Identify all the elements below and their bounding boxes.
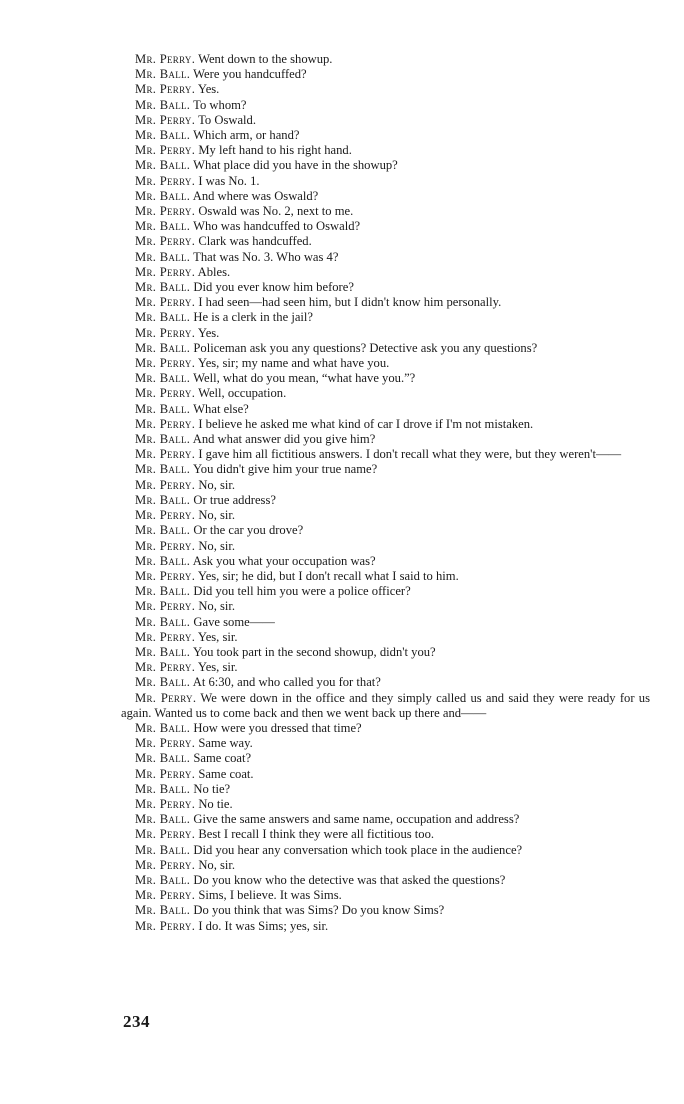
- speaker-label: Mr. Perry.: [135, 386, 196, 401]
- speech-text: Yes.: [197, 325, 220, 340]
- transcript-entry: [121, 341, 650, 356]
- speech-text: You didn't give him your true name?: [192, 462, 378, 477]
- speech-text: That was No. 3. Who was 4?: [193, 249, 339, 264]
- speaker-label: Mr. Ball.: [135, 812, 191, 827]
- transcript-entry: [121, 827, 650, 842]
- speaker-label: Mr. Ball.: [135, 97, 191, 112]
- speech-text: And where was Oswald?: [192, 188, 319, 203]
- speaker-label: Mr. Ball.: [135, 340, 191, 355]
- transcript-entry: [121, 113, 650, 128]
- transcript-entry: [121, 660, 650, 675]
- speech-text: Same coat?: [193, 751, 252, 766]
- transcript-entry: [121, 843, 650, 858]
- speaker-label: Mr. Ball.: [135, 614, 191, 629]
- transcript-entry: [121, 873, 650, 888]
- speaker-label: Mr. Ball.: [135, 523, 191, 538]
- transcript-entry: [121, 858, 650, 873]
- speech-text: Ask you what your occupation was?: [192, 553, 376, 568]
- speaker-label: Mr. Perry.: [135, 416, 196, 431]
- speech-text: I believe he asked me what kind of car I drove if I'm not mistaken.: [198, 416, 534, 431]
- transcript-entry: [121, 599, 650, 614]
- speaker-label: Mr. Ball.: [135, 128, 191, 143]
- speech-text: Sims, I believe. It was Sims.: [198, 888, 342, 903]
- speech-text: Policeman ask you any questions? Detective ask you any questions?: [193, 340, 538, 355]
- speaker-label: Mr. Perry.: [135, 918, 196, 933]
- speech-text: No, sir.: [198, 477, 236, 492]
- speaker-label: Mr. Ball.: [135, 842, 191, 857]
- speaker-label: Mr. Perry.: [135, 356, 196, 371]
- speaker-label: Mr. Perry.: [135, 827, 196, 842]
- speech-text: And what answer did you give him?: [192, 432, 376, 447]
- speech-text: You took part in the second showup, didn't you?: [192, 644, 436, 659]
- speech-text: Gave some——: [193, 614, 275, 629]
- transcript-entry: [121, 174, 650, 189]
- speaker-label: Mr. Perry.: [135, 143, 196, 158]
- speaker-label: Mr. Perry.: [135, 112, 196, 127]
- speaker-label: Mr. Perry.: [135, 629, 196, 644]
- transcript-entry: [121, 204, 650, 219]
- speech-text: No, sir.: [198, 538, 236, 553]
- speaker-label: Mr. Perry.: [135, 888, 196, 903]
- speech-text: Same way.: [198, 736, 253, 751]
- speaker-label: Mr. Ball.: [135, 280, 191, 295]
- speech-text: Did you hear any conversation which took place in the audience?: [193, 842, 523, 857]
- transcript-entry: [121, 615, 650, 630]
- speaker-label: Mr. Ball.: [135, 644, 191, 659]
- transcript-entry: [121, 919, 650, 934]
- transcript-entry: [121, 721, 650, 736]
- speaker-label: Mr. Perry.: [135, 568, 196, 583]
- speaker-label: Mr. Perry.: [135, 766, 196, 781]
- speech-text: At 6:30, and who called you for that?: [192, 675, 381, 690]
- transcript-entry: [121, 280, 650, 295]
- transcript-entry: [121, 67, 650, 82]
- speech-text: Give the same answers and same name, occupation and address?: [193, 812, 520, 827]
- speech-text: How were you dressed that time?: [193, 720, 362, 735]
- transcript-entry: [121, 143, 650, 158]
- speech-text: Were you handcuffed?: [193, 67, 307, 82]
- transcript-entry: [121, 462, 650, 477]
- speech-text: He is a clerk in the jail?: [193, 310, 313, 325]
- speech-text: Did you ever know him before?: [193, 280, 354, 295]
- speech-text: Oswald was No. 2, next to me.: [198, 204, 354, 219]
- speech-text: Yes, sir.: [197, 660, 238, 675]
- speech-text: Yes, sir.: [197, 629, 238, 644]
- speech-text: Do you think that was Sims? Do you know Sims?: [193, 903, 445, 918]
- speech-text: To Oswald.: [198, 112, 256, 127]
- speech-text: Yes, sir; he did, but I don't recall what I said to him.: [197, 568, 459, 583]
- transcript-entry: [121, 767, 650, 782]
- transcript-entry: [121, 584, 650, 599]
- speaker-label: Mr. Perry.: [135, 508, 196, 523]
- speaker-label: Mr. Perry.: [135, 599, 196, 614]
- speaker-label: Mr. Ball.: [135, 584, 191, 599]
- transcript-entry: [121, 326, 650, 341]
- transcript-entry: [121, 417, 650, 432]
- transcript-entry: [121, 782, 650, 797]
- speaker-label: Mr. Ball.: [135, 432, 191, 447]
- transcript-entry: [121, 310, 650, 325]
- speech-text: Did you tell him you were a police officer?: [193, 584, 411, 599]
- speaker-label: Mr. Perry.: [135, 857, 196, 872]
- speech-text: Same coat.: [198, 766, 254, 781]
- transcript-entry: [121, 52, 650, 67]
- transcript-entry: [121, 493, 650, 508]
- speech-text: I was No. 1.: [198, 173, 260, 188]
- speech-text: Or the car you drove?: [193, 523, 304, 538]
- transcript-entry: [121, 386, 650, 401]
- transcript-entry: [121, 234, 650, 249]
- speech-text: I had seen—had seen him, but I didn't know him personally.: [198, 295, 502, 310]
- transcript-entry: [121, 189, 650, 204]
- speech-text: No, sir.: [198, 508, 236, 523]
- transcript-entry: [121, 630, 650, 645]
- transcript-entry: [121, 797, 650, 812]
- speaker-label: Mr. Ball.: [135, 781, 191, 796]
- speech-text: Best I recall I think they were all fictitious too.: [198, 827, 435, 842]
- speaker-label: Mr. Ball.: [135, 553, 191, 568]
- speech-text: We were down in the office and they simply called us and said they were ready for us again. Wanted us to come back and then we went back up there and——: [121, 690, 650, 720]
- transcript-entry: [121, 98, 650, 113]
- transcript-entry: [121, 402, 650, 417]
- speech-text: My left hand to his right hand.: [198, 143, 352, 158]
- speaker-label: Mr. Ball.: [135, 188, 191, 203]
- transcript-entry: [121, 523, 650, 538]
- speech-text: Well, occupation.: [198, 386, 287, 401]
- transcript-entry: [121, 691, 650, 721]
- speaker-label: Mr. Ball.: [135, 872, 191, 887]
- speaker-label: Mr. Perry.: [135, 736, 196, 751]
- transcript-entry: [121, 903, 650, 918]
- speech-text: No, sir.: [198, 857, 236, 872]
- speech-text: Which arm, or hand?: [193, 128, 300, 143]
- speaker-label: Mr. Perry.: [135, 295, 196, 310]
- speaker-label: Mr. Ball.: [135, 67, 191, 82]
- speech-text: I do. It was Sims; yes, sir.: [198, 918, 329, 933]
- speaker-label: Mr. Ball.: [135, 492, 191, 507]
- speech-text: To whom?: [193, 97, 247, 112]
- speaker-label: Mr. Perry.: [135, 264, 196, 279]
- speech-text: Went down to the showup.: [198, 52, 333, 66]
- speaker-label: Mr. Perry.: [135, 234, 196, 249]
- transcript-entry: [121, 675, 650, 690]
- speaker-label: Mr. Ball.: [135, 401, 191, 416]
- speaker-label: Mr. Ball.: [135, 371, 191, 386]
- transcript-entry: [121, 82, 650, 97]
- speaker-label: Mr. Perry.: [135, 204, 196, 219]
- speaker-label: Mr. Perry.: [135, 477, 196, 492]
- speaker-label: Mr. Perry.: [135, 325, 196, 340]
- transcript-entry: [121, 554, 650, 569]
- transcript: [121, 52, 650, 934]
- speech-text: No tie?: [193, 781, 231, 796]
- transcript-entry: [121, 508, 650, 523]
- speech-text: Yes.: [197, 82, 220, 97]
- speaker-label: Mr. Ball.: [135, 249, 191, 264]
- transcript-entry: [121, 478, 650, 493]
- speaker-label: Mr. Ball.: [135, 751, 191, 766]
- speech-text: Yes, sir; my name and what have you.: [197, 356, 390, 371]
- speaker-label: Mr. Ball.: [135, 462, 191, 477]
- transcript-entry: [121, 751, 650, 766]
- transcript-entry: [121, 812, 650, 827]
- speech-text: No, sir.: [198, 599, 236, 614]
- speaker-label: Mr. Perry.: [135, 52, 196, 66]
- transcript-entry: [121, 356, 650, 371]
- speaker-label: Mr. Ball.: [135, 310, 191, 325]
- speech-text: I gave him all fictitious answers. I don't recall what they were, but they weren't——: [198, 447, 622, 462]
- speaker-label: Mr. Perry.: [135, 690, 197, 705]
- speech-text: Ables.: [197, 264, 231, 279]
- speaker-label: Mr. Perry.: [135, 173, 196, 188]
- speech-text: Who was handcuffed to Oswald?: [193, 219, 361, 234]
- transcript-entry: [121, 736, 650, 751]
- transcript-entry: [121, 219, 650, 234]
- speaker-label: Mr. Perry.: [135, 796, 196, 811]
- speech-text: No tie.: [198, 796, 233, 811]
- speaker-label: Mr. Ball.: [135, 219, 191, 234]
- transcript-entry: [121, 265, 650, 280]
- speaker-label: Mr. Perry.: [135, 538, 196, 553]
- transcript-entry: [121, 432, 650, 447]
- speaker-label: Mr. Perry.: [135, 660, 196, 675]
- speaker-label: Mr. Perry.: [135, 447, 196, 462]
- page-number: 234: [123, 1012, 150, 1031]
- transcript-entry: [121, 888, 650, 903]
- speaker-label: Mr. Ball.: [135, 675, 191, 690]
- transcript-entry: [121, 447, 650, 462]
- speaker-label: Mr. Ball.: [135, 720, 191, 735]
- transcript-entry: [121, 539, 650, 554]
- speech-text: Well, what do you mean, “what have you.”?: [193, 371, 416, 386]
- speech-text: What else?: [193, 401, 249, 416]
- transcript-entry: [121, 645, 650, 660]
- speaker-label: Mr. Ball.: [135, 158, 191, 173]
- speech-text: What place did you have in the showup?: [193, 158, 398, 173]
- transcript-entry: [121, 371, 650, 386]
- speaker-label: Mr. Perry.: [135, 82, 196, 97]
- transcript-entry: [121, 569, 650, 584]
- transcript-entry: [121, 128, 650, 143]
- transcript-entry: [121, 295, 650, 310]
- transcript-entry: [121, 250, 650, 265]
- transcript-entry: [121, 158, 650, 173]
- speaker-label: Mr. Ball.: [135, 903, 191, 918]
- speech-text: Do you know who the detective was that asked the questions?: [193, 872, 506, 887]
- speech-text: Clark was handcuffed.: [198, 234, 312, 249]
- speech-text: Or true address?: [193, 492, 276, 507]
